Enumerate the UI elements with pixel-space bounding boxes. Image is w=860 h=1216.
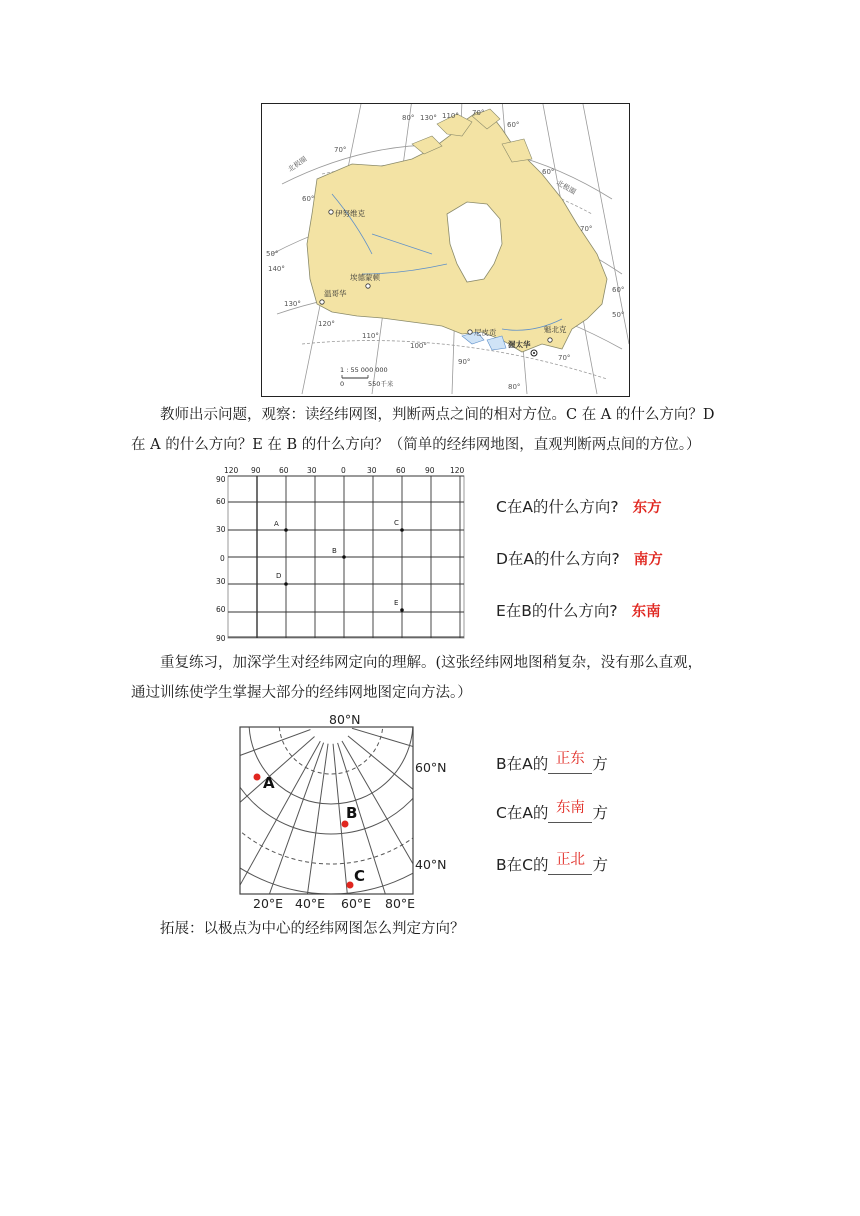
lon-label-40e: 40°E [295, 896, 326, 911]
question-prefix: C在A的 [496, 804, 549, 822]
city-marker [329, 210, 333, 214]
grid-top-label: 30 [367, 466, 377, 475]
city-label: 伊努维克 [335, 209, 365, 218]
grid-top-label: 0 [341, 466, 346, 475]
point-e [400, 608, 404, 612]
grid-top-label: 90 [425, 466, 435, 475]
lon-label: 90° [458, 358, 471, 366]
lon-label: 130° [284, 300, 301, 308]
grid-top-label: 30 [307, 466, 317, 475]
answer-blank [548, 800, 592, 823]
question-text: D在A的什么方向? [496, 550, 620, 568]
answer-text: 东南 [631, 604, 661, 620]
lon-label: 70° [472, 109, 485, 117]
question-prefix: B在A的 [496, 755, 549, 773]
grid-left-label: 30 [216, 525, 226, 534]
question-prefix: B在C的 [496, 856, 549, 874]
city-label: 魁北克 [544, 325, 567, 334]
grid-left-label: 60 [216, 497, 226, 506]
question-text: E在B的什么方向? [496, 602, 618, 620]
lon-label: 60° [507, 121, 520, 129]
fill-question-2 [496, 801, 608, 823]
point-b [342, 555, 346, 559]
canada-map [261, 103, 630, 397]
answer-blank [548, 751, 592, 774]
answer-text: 正北 [555, 852, 585, 868]
grid-left-label: 30 [216, 577, 226, 586]
answer-text: 东方 [632, 500, 662, 516]
lon-label: 80° [402, 114, 415, 122]
answer-blank [548, 852, 592, 875]
point-a [284, 528, 288, 532]
point-d-label: D [276, 572, 282, 580]
grid-left-label: 90 [216, 475, 226, 484]
lon-label: 80° [508, 383, 521, 391]
lon-label: 110° [442, 112, 459, 120]
lat-label: 60° [302, 195, 315, 203]
paragraph-1 [131, 400, 741, 460]
arctic-circle-label: 北极圈 [555, 178, 578, 197]
canada-map-svg [262, 104, 629, 396]
polar-map-svg [235, 712, 450, 912]
lon-label: 110° [362, 332, 379, 340]
lon-label: 120° [318, 320, 335, 328]
scale-ratio: 1 : 55 000 000 [340, 366, 388, 374]
lat-label: 70° [580, 225, 593, 233]
polar-map [235, 712, 450, 912]
paragraph-2-line-1: 重复练习，加深学生对经纬网定向的理解。(这张经纬网地图稍复杂，没有那么直观， [160, 655, 703, 671]
lon-label: 140° [268, 265, 285, 273]
fill-question-1 [496, 752, 608, 774]
grid-question-1 [496, 495, 662, 517]
paragraph-1-line-2: 在 A 的什么方向？E 在 B 的什么方向？（简单的经纬网地图，直观判断两点间的方位。） [131, 437, 701, 453]
lat-label-60n: 60°N [415, 760, 447, 775]
grid-top-label: 60 [396, 466, 406, 475]
point-c-label: C [394, 519, 399, 527]
city-marker [366, 284, 370, 288]
question-suffix: 方 [592, 856, 608, 874]
lat-label: 70° [334, 146, 347, 154]
point-b-label: B [332, 547, 337, 555]
paragraph-1-line-1: 教师出示问题，观察：读经纬网图，判断两点之间的相对方位。C 在 A 的什么方向？D [160, 407, 715, 423]
fill-question-3 [496, 853, 608, 875]
lon-label-20e: 20°E [253, 896, 284, 911]
lat-label: 60° [542, 168, 555, 176]
answer-text: 正东 [555, 751, 585, 767]
lat-label: 50° [612, 311, 625, 319]
scale-distance: 550千米 [368, 380, 394, 388]
grid-left-label: 90 [216, 634, 226, 642]
answer-text: 东南 [555, 800, 585, 816]
scale-zero: 0 [340, 380, 345, 388]
paragraph-3 [131, 914, 741, 944]
scale-bar [340, 366, 394, 388]
point-c [400, 528, 404, 532]
lon-label: 130° [420, 114, 437, 122]
lat-label: 50° [266, 250, 279, 258]
grid-map-svg [216, 464, 470, 642]
lon-label-80e: 80°E [385, 896, 416, 911]
point-d [284, 582, 288, 586]
paragraph-2 [131, 648, 741, 708]
point-a-label: A [274, 520, 279, 528]
point-a [254, 774, 261, 781]
point-e-label: E [394, 599, 399, 607]
point-b-label: B [346, 804, 358, 822]
question-suffix: 方 [592, 804, 608, 822]
question-suffix: 方 [592, 755, 608, 773]
arctic-circle-label: 北极圈 [286, 155, 309, 174]
city-label: 尼皮贡 [474, 328, 497, 337]
city-label: 埃德蒙顿 [350, 273, 380, 282]
lon-label: 70° [558, 354, 571, 362]
city-marker [548, 338, 552, 342]
grid-top-label: 120 [224, 466, 239, 475]
grid-question-3 [496, 599, 661, 621]
grid-map [216, 464, 470, 642]
grid-question-2 [496, 547, 663, 569]
point-c-label: C [354, 867, 366, 885]
lat-label: 60° [612, 286, 625, 294]
grid-left-label: 60 [216, 605, 226, 614]
city-label: 温哥华 [324, 289, 347, 298]
city-marker [468, 330, 472, 334]
lat-label-40n: 40°N [415, 857, 447, 872]
paragraph-2-line-2: 通过训练使学生掌握大部分的经纬网地图定向方法。） [131, 685, 472, 701]
paragraph-3-text: 拓展：以极点为中心的经纬网图怎么判定方向？ [160, 921, 465, 937]
capital-label: 渥太华 [508, 340, 531, 349]
grid-top-label: 90 [251, 466, 261, 475]
lon-label-60e: 60°E [341, 896, 372, 911]
grid-left-label: 0 [220, 554, 225, 563]
point-c [347, 882, 354, 889]
grid-top-label: 120 [450, 466, 465, 475]
point-a-label: A [263, 774, 275, 792]
grid-top-label: 60 [279, 466, 289, 475]
lat-label-80n: 80°N [329, 712, 361, 727]
answer-text: 南方 [633, 552, 663, 568]
question-text: C在A的什么方向? [496, 498, 619, 516]
lon-label: 100° [410, 342, 427, 350]
city-marker [320, 300, 324, 304]
